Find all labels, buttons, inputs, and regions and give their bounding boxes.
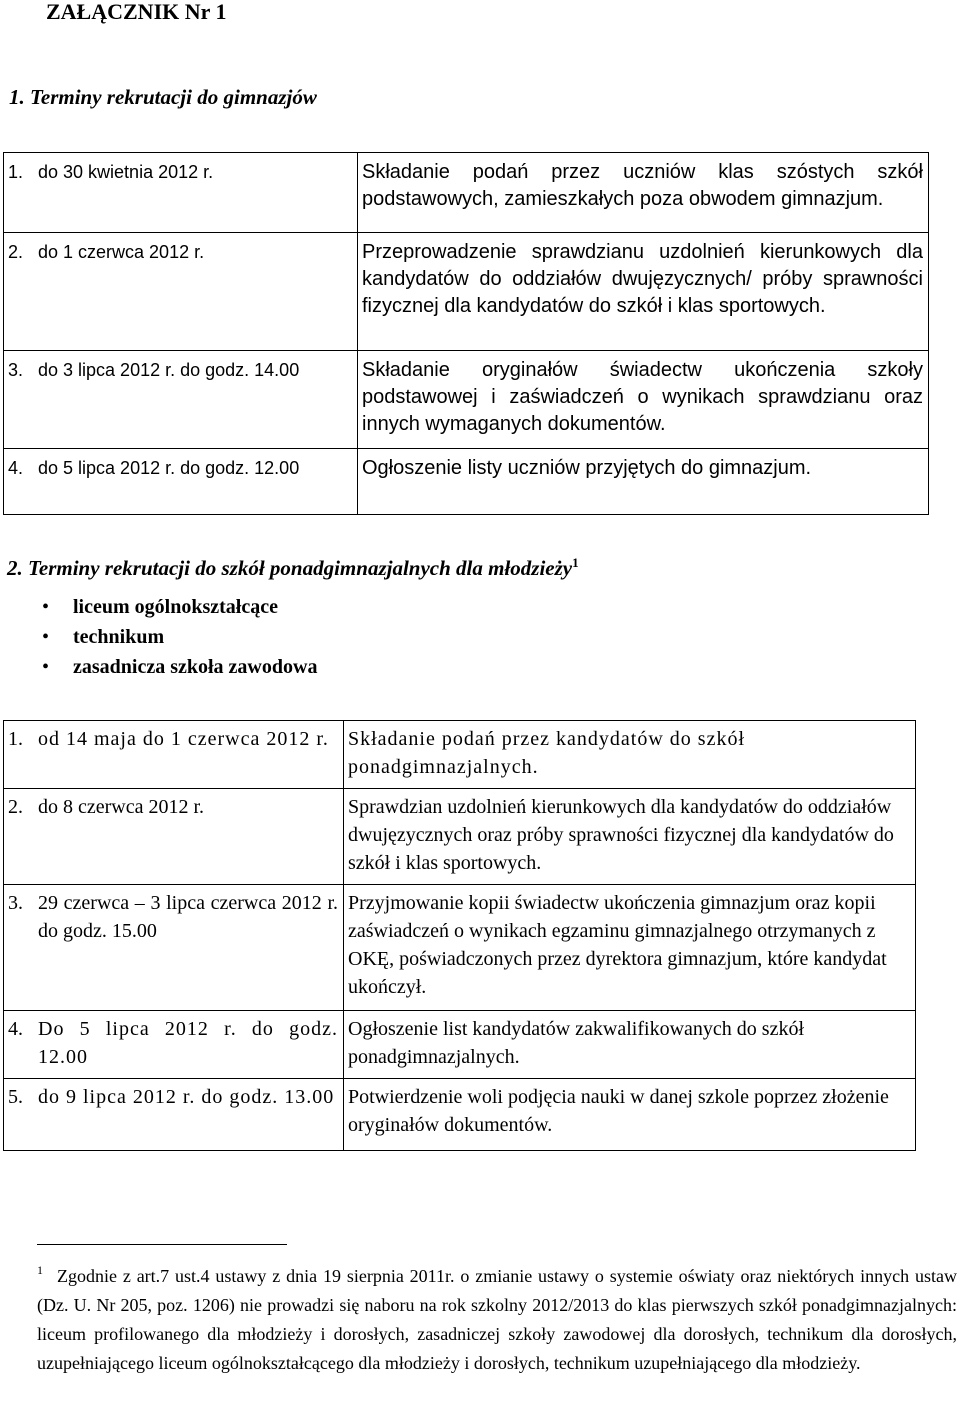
- date-cell: 4. Do 5 lipca 2012 r. do godz. 12.00: [4, 1011, 344, 1079]
- table-row: [4, 233, 929, 351]
- section2-table: [3, 720, 916, 1151]
- date-cell: 1. od 14 maja do 1 czerwca 2012 r.: [4, 721, 344, 789]
- date-cell: 3. do 3 lipca 2012 r. do godz. 14.00: [4, 351, 358, 449]
- table-row: [4, 885, 916, 1011]
- date-cell: 5. do 9 lipca 2012 r. do godz. 13.00: [4, 1079, 344, 1151]
- description-cell: Przeprowadzenie sprawdzianu uzdolnień kierunkowych dla kandydatów do oddziałów dwujęzycznych/ próby sprawności fizycznej dla kandydatów do szkół i klas sportowych.: [358, 233, 929, 351]
- date-cell: 2. do 1 czerwca 2012 r.: [4, 233, 358, 351]
- description-cell: Sprawdzian uzdolnień kierunkowych dla kandydatów do oddziałów dwujęzycznych oraz próby sprawności fizycznej dla kandydatów do szkół i klas sportowych.: [344, 789, 916, 885]
- bullet-icon: •: [42, 656, 50, 678]
- description-cell: Składanie podań przez kandydatów do szkół ponadgimnazjalnych.: [344, 721, 916, 789]
- list-item: • liceum ogólnokształcące: [42, 592, 317, 622]
- date-cell: 1. do 30 kwietnia 2012 r.: [4, 153, 358, 233]
- description-cell: Ogłoszenie listy uczniów przyjętych do gimnazjum.: [358, 449, 929, 515]
- table-row: [4, 789, 916, 885]
- section1-title: 1. Terminy rekrutacji do gimnazjów: [9, 85, 317, 109]
- description-cell: Przyjmowanie kopii świadectw ukończenia gimnazjum oraz kopii zaświadczeń o wynikach egzaminu gimnazjalnego otrzymanych z OKĘ, poświadczonych przez dyrektora gimnazjum, które kandydat ukończył.: [344, 885, 916, 1011]
- table-row: [4, 449, 929, 515]
- date-cell: 4. do 5 lipca 2012 r. do godz. 12.00: [4, 449, 358, 515]
- description-cell: Składanie oryginałów świadectw ukończenia szkoły podstawowej i zaświadczeń o wynikach sprawdzianu oraz innych wymaganych dokumentów.: [358, 351, 929, 449]
- list-item: • technikum: [42, 622, 317, 652]
- description-cell: Ogłoszenie list kandydatów zakwalifikowanych do szkół ponadgimnazjalnych.: [344, 1011, 916, 1079]
- list-item: • zasadnicza szkoła zawodowa: [42, 652, 317, 682]
- table-row: [4, 351, 929, 449]
- table-row: [4, 1011, 916, 1079]
- footnote-marker: 1: [37, 1263, 43, 1277]
- footnote-ref: 1: [572, 555, 579, 570]
- school-types-list: [42, 592, 317, 682]
- table-row: [4, 153, 929, 233]
- footnote: [37, 1262, 957, 1378]
- bullet-icon: •: [42, 596, 50, 618]
- date-cell: 3. 29 czerwca – 3 lipca czerwca 2012 r. do godz. 15.00: [4, 885, 344, 1011]
- description-cell: Potwierdzenie woli podjęcia nauki w danej szkole poprzez złożenie oryginałów dokumentów.: [344, 1079, 916, 1151]
- page-heading: ZAŁĄCZNIK Nr 1: [46, 0, 227, 24]
- section1-table: [3, 152, 929, 515]
- bullet-icon: •: [42, 626, 50, 648]
- table-row: [4, 1079, 916, 1151]
- footnote-separator: [37, 1244, 287, 1245]
- section2-title: 2. Terminy rekrutacji do szkół ponadgimnazjalnych dla młodzieży$^1$: [7, 555, 579, 580]
- date-cell: 2. do 8 czerwca 2012 r.: [4, 789, 344, 885]
- table-row: [4, 721, 916, 789]
- footnote-text: Zgodnie z art.7 ust.4 ustawy z dnia 19 sierpnia 2011r. o zmianie ustawy o systemie oświaty oraz niektórych innych ustaw (Dz. U. Nr 205, poz. 1206) nie prowadzi się naboru na rok szkolny 2012/2013 do klas pierwszych szkół ponadgimnazjalnych: liceum profilowanego dla młodzieży i dorosłych, zasadniczej szkoły zawodowej dla dorosłych, technikum dla dorosłych, uzupełniającego liceum ogólnokształcącego dla młodzieży i dorosłych, technikum uzupełniającego dla młodzieży.: [37, 1266, 957, 1373]
- description-cell: Składanie podań przez uczniów klas szóstych szkół podstawowych, zamieszkałych poza obwodem gimnazjum.: [358, 153, 929, 233]
